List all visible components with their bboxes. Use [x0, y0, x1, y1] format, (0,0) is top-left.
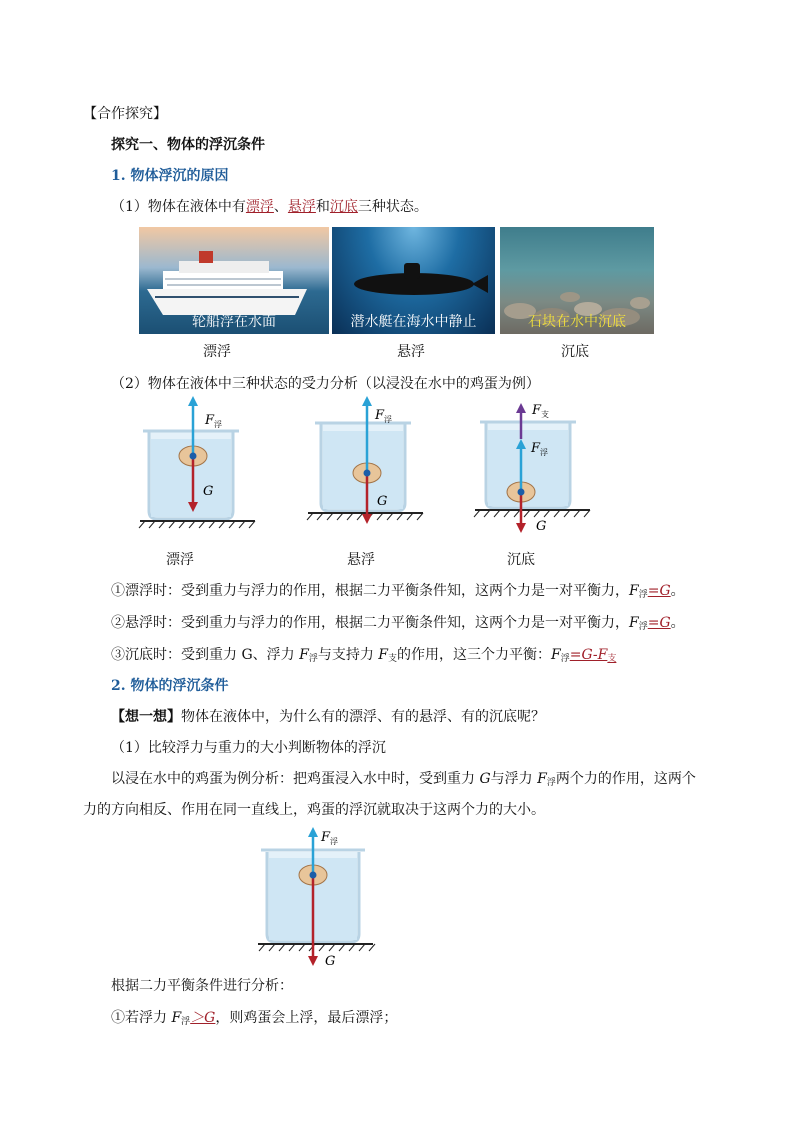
diagram-label-sink: 沉底	[507, 552, 535, 568]
think-text: 物体在液体中，为什么有的漂浮、有的悬浮、有的沉底呢？	[181, 709, 545, 725]
egg-analysis-f: F	[537, 771, 547, 787]
state-float: 漂浮	[245, 199, 274, 215]
rise-condition-rel: ＞G	[190, 1010, 216, 1026]
rise-condition-sub: 浮	[181, 1017, 191, 1027]
state-sink: 沉底	[329, 199, 358, 215]
section-title: 【合作探究】	[83, 106, 167, 122]
diagram-float	[135, 395, 265, 530]
diagram-egg-forces	[255, 826, 380, 971]
state-suspend: 悬浮	[287, 199, 316, 215]
sink-analysis-eq: =G-F	[569, 647, 608, 663]
ship-caption: 轮船浮在水面	[192, 314, 276, 330]
float-analysis-text: ①漂浮时：受到重力与浮力的作用，根据二力平衡条件知，这两个力是一对平衡力，	[111, 583, 629, 599]
egg-analysis-g: G	[479, 771, 491, 787]
egg-analysis-line2: 力的方向相反、作用在同一直线上，鸡蛋的浮沉就取决于这两个力的大小。	[83, 802, 545, 818]
float-analysis-f: F	[629, 583, 639, 599]
rise-condition-text2: ，则鸡蛋会上浮，最后漂浮；	[215, 1010, 398, 1026]
photo-label-sink: 沉底	[561, 344, 589, 360]
diagram-sink-fsup: F	[532, 403, 542, 418]
egg-analysis-line1	[111, 769, 696, 793]
diagram-egg-f: F	[321, 830, 331, 845]
submarine-photo	[332, 227, 495, 334]
diagram-egg-f-sub: 浮	[330, 837, 338, 846]
states-sentence	[111, 197, 428, 217]
diagram-sink	[470, 398, 600, 538]
sink-analysis-f3: F	[551, 647, 561, 663]
float-analysis-sub: 浮	[638, 590, 648, 600]
rise-condition	[111, 1008, 397, 1032]
stones-photo	[500, 227, 654, 334]
sink-analysis-sub3: 浮	[560, 654, 570, 664]
balance-analysis-intro: 根据二力平衡条件进行分析：	[111, 978, 293, 994]
suspend-analysis-end: 。	[670, 615, 685, 631]
sink-analysis-sub2: 支	[388, 654, 398, 664]
float-analysis-end: 。	[670, 583, 685, 599]
sink-analysis-sub4: 支	[607, 654, 617, 664]
float-analysis-eq: =G	[647, 583, 671, 599]
compare-title: （1）比较浮力与重力的大小判断物体的浮沉	[111, 740, 386, 756]
force-analysis-title: （2）物体在液体中三种状态的受力分析（以浸没在水中的鸡蛋为例）	[111, 376, 540, 392]
sink-analysis-f2: F	[378, 647, 388, 663]
diagram-sink-fbuoy-sub: 浮	[540, 448, 548, 457]
rise-condition-text1: ①若浮力	[111, 1010, 172, 1026]
part1-title: 探究一、物体的浮沉条件	[111, 137, 265, 153]
egg-analysis-text1: 以浸在水中的鸡蛋为例分析：把鸡蛋浸入水中时，受到重力	[111, 771, 480, 787]
heading-2: 2. 物体的浮沉条件	[111, 678, 229, 694]
diagram-sink-fsup-sub: 支	[541, 410, 549, 419]
photo-label-float: 漂浮	[203, 344, 231, 360]
suspend-analysis	[111, 613, 685, 637]
sink-analysis	[111, 645, 616, 669]
diagram-float-g: G	[203, 484, 214, 499]
diagram-float-fbuoy: F	[205, 413, 215, 428]
float-analysis	[111, 581, 685, 605]
diagram-sink-g: G	[536, 519, 547, 534]
sink-analysis-sub1: 浮	[308, 654, 318, 664]
suspend-analysis-text: ②悬浮时：受到重力与浮力的作用，根据二力平衡条件知，这两个力是一对平衡力，	[111, 615, 629, 631]
submarine-caption: 潜水艇在海水中静止	[350, 314, 477, 330]
heading-1: 1. 物体浮沉的原因	[111, 168, 229, 184]
diagram-label-float: 漂浮	[166, 552, 194, 568]
states-sep2: 和	[315, 199, 330, 215]
diagram-suspend	[303, 395, 433, 530]
diagram-egg-g: G	[325, 954, 336, 969]
think-tag: 【想一想】	[111, 709, 181, 725]
egg-analysis-text3: 两个力的作用，这两个	[555, 771, 696, 787]
sink-analysis-text2: 与支持力	[317, 647, 379, 663]
suspend-analysis-f: F	[629, 615, 639, 631]
suspend-analysis-sub: 浮	[638, 622, 648, 632]
sink-analysis-f1: F	[299, 647, 309, 663]
think-line	[111, 707, 545, 727]
suspend-analysis-eq: =G	[647, 615, 671, 631]
states-suffix: 三种状态。	[357, 199, 428, 215]
rise-condition-f: F	[171, 1010, 182, 1026]
ship-photo	[139, 227, 329, 334]
diagram-suspend-fbuoy: F	[375, 408, 385, 423]
egg-analysis-sub: 浮	[546, 778, 556, 788]
diagram-suspend-fbuoy-sub: 浮	[384, 415, 392, 424]
photo-label-suspend: 悬浮	[397, 344, 425, 360]
states-prefix: （1）物体在液体中有	[111, 199, 246, 215]
sink-analysis-text1: ③沉底时：受到重力 G、浮力	[111, 647, 300, 663]
states-sep1: 、	[273, 199, 288, 215]
egg-analysis-text2: 与浮力	[490, 771, 538, 787]
diagram-label-suspend: 悬浮	[347, 552, 375, 568]
diagram-float-fbuoy-sub: 浮	[214, 420, 222, 429]
diagram-sink-fbuoy: F	[531, 441, 541, 456]
diagram-suspend-g: G	[377, 494, 388, 509]
stones-caption: 石块在水中沉底	[528, 314, 626, 330]
sink-analysis-text3: 的作用，这三个力平衡：	[397, 647, 552, 663]
